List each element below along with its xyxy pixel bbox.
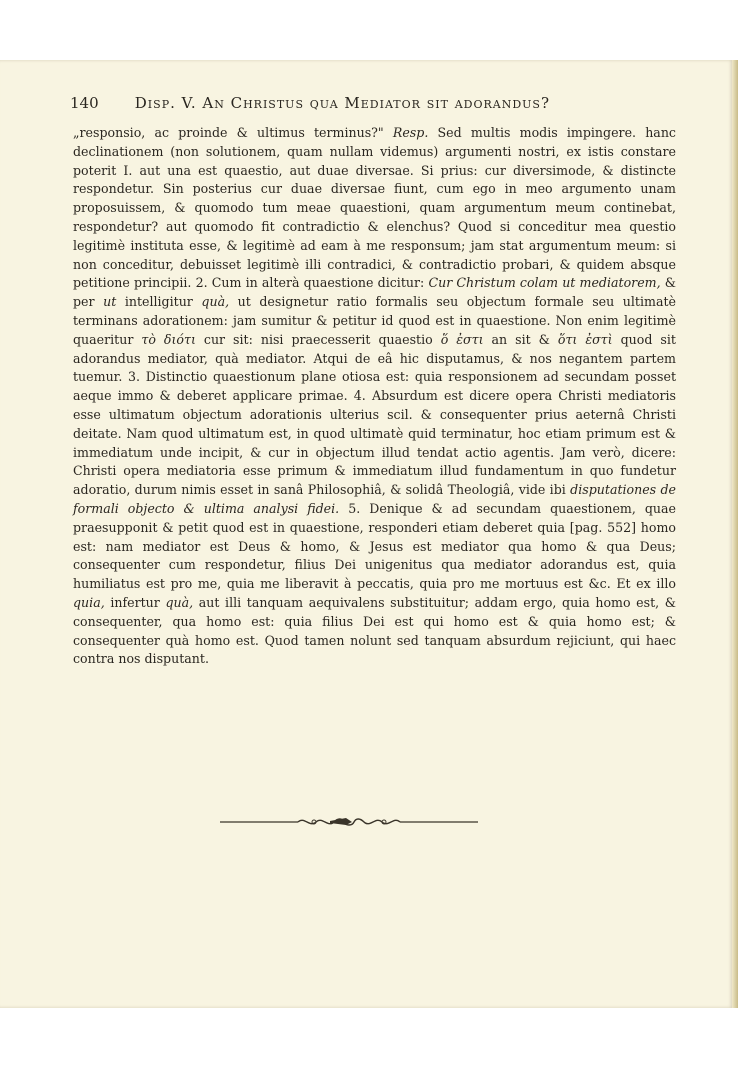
page-header — [70, 94, 670, 112]
italic-reference: disputationes de formali objecto & ultima analysi fidei. — [73, 482, 676, 516]
italic-word: ut — [103, 294, 117, 310]
page-spine-shadow — [732, 60, 738, 1008]
body-text — [73, 124, 676, 669]
text-segment: infertur — [110, 594, 160, 610]
text-segment: aut illi tanquam aequivalens substituitur; addam ergo, quia homo est, & consequenter, qua homo est: quia filius Dei est qui homo est & quia homo est; & consequenter quà homo est. Quod tamen nolunt sed tanquam absurdum rejiciunt, qui haec contra nos disputant. — [73, 594, 676, 667]
decorative-divider — [218, 812, 480, 830]
text-segment: 5. Denique & ad secundam quaestionem, quae praesupponit & petit quod est in quaestione, responderi etiam deberet quia [pag. 552] homo est: nam mediator est Deus & homo, & Jesus est mediator qua homo & qua Deus; consequenter cum respondetur, filius Dei unigenitus qua mediator adorandus est, quia humiliatus est pro me, quia me liberavit à peccatis, quia pro me mortuus est &c. Et ex illo — [73, 500, 677, 592]
greek-phrase: ὅτι ἐστὶ — [557, 331, 613, 347]
text-segment: Sed multis modis impingere. hanc declinationem (non solutionem, quam nullam videmus) argumenti nostri, ex istis constare poterit I. aut una est quaestio, aut duae diversae. Si prius: cur diversimode, & distincte respondetur. Sin posterius cur duae diversae fiunt, cum ego in meo argumento unam proposuissem, & quomodo tum meae quaestioni, quam argumentum meum continebat, respondetur? aut quomodo fit contradictio & elenchus? Quod si conceditur mea questio legitimè instituta esse, & legitimè ad eam à me responsum; jam stat argumentum meum: si non conceditur, debuisset legitimè illi contradici, & contradictio probari, & quidem absque petitione principii. 2. Cum in alterà quaestione dicitur: — [73, 125, 676, 291]
italic-question: Cur Christum colam ut mediatorem, — [428, 275, 661, 291]
italic-word: quà, — [201, 294, 230, 310]
page-number: 140 — [70, 94, 99, 112]
greek-phrase: ὅ ἐστι — [440, 331, 484, 347]
greek-phrase: τὸ διότι — [141, 331, 196, 347]
italic-word: quà, — [165, 594, 194, 610]
running-title: Disp. V. An Christus qua Mediator sit adorandus? — [134, 94, 550, 112]
resp-label: Resp. — [392, 125, 429, 140]
text-segment: an sit & — [491, 331, 550, 347]
text-segment: „responsio, ac proinde & ultimus terminus?" — [73, 125, 384, 140]
text-segment: intelligitur — [124, 294, 193, 310]
text-segment: quod sit adorandus mediator, quà mediator. Atqui de eâ hic disputamus, & nos negantem partem tuemur. 3. Distinctio quaestionum plane otiosa est: quia responsionem ad secundam posset aeque immo & deberet applicare primae. 4. Absurdum est dicere opera Christi mediatoris esse ultimatum objectum adorationis ulterius scil. & consequenter prius aeternâ Christi deitate. Nam quod ultimatum est, in quod ultimatè quid terminatur, hoc etiam primum est & immediatum unde incipit, & cur in objectum illud tendat actio agentis. Jam verò, dicere: Christi opera mediatoria esse primum & immediatum illud fundamentum in quo fundetur adoratio, durum nimis esset in sanâ Philosophiâ, & solidâ Theologiâ, vide ibi — [73, 331, 676, 498]
italic-word: quia, — [73, 594, 105, 610]
text-segment: ut designetur ratio formalis seu objectum formale seu ultimatè terminans adorationem: jam sumitur & petitur id quod est in quaestione. Non enim legitimè quaeritur — [73, 294, 676, 347]
text-segment: cur sit: nisi praecesserit quaestio — [203, 331, 433, 347]
text-segment: & per — [73, 275, 676, 310]
